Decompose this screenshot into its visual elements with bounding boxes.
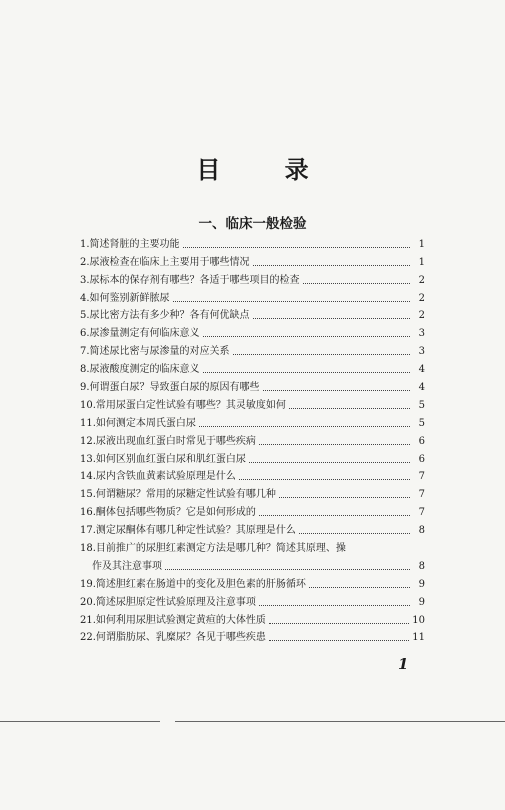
toc-entry: 18.目前推广的尿胆红素测定方法是哪几种？简述其原理、操	[80, 543, 346, 555]
bottom-rule-left	[0, 721, 160, 722]
page-title: 目 录	[196, 155, 337, 184]
toc-entry: 8.尿液酸度测定的临床意义 4	[80, 364, 425, 376]
toc-entry: 9.何谓蛋白尿？导致蛋白尿的原因有哪些 4	[80, 382, 425, 394]
toc-page-number: 5	[418, 399, 425, 411]
toc-entry: 5.尿比密方法有多少种？各有何优缺点 2	[80, 310, 425, 322]
toc-entry: 1.简述肾脏的主要功能 1	[80, 238, 425, 250]
toc-page-number: 6	[418, 453, 425, 465]
toc-entry: 2.尿液检查在临床上主要用于哪些情况 1	[80, 256, 425, 268]
toc-page-number: 2	[418, 274, 425, 286]
toc-entry: 7.简述尿比密与尿渗量的对应关系 3	[80, 346, 425, 358]
toc-page-number: 8	[418, 560, 425, 572]
toc-page-number: 11	[412, 632, 425, 644]
toc-page-number: 7	[418, 471, 425, 483]
toc-entry: 16.酮体包括哪些物质？它是如何形成的 7	[80, 507, 425, 519]
toc-entry: 19.简述胆红素在肠道中的变化及胆色素的肝肠循环 9	[80, 578, 425, 590]
toc-entry: 15.何谓糖尿？常用的尿糖定性试验有哪几种 7	[80, 489, 425, 501]
toc-page-number: 4	[418, 382, 425, 394]
toc-entry: 11.如何测定本周氏蛋白尿 5	[80, 417, 425, 429]
toc-entry: 6.尿渗量测定有何临床意义 3	[80, 328, 425, 340]
toc-page-number: 4	[418, 364, 425, 376]
toc-page-number: 7	[418, 489, 425, 501]
toc-entry: 14.尿内含铁血黄素试验原理是什么 7	[80, 471, 425, 483]
toc-page-number: 9	[418, 596, 425, 608]
toc-page-number: 2	[418, 310, 425, 322]
toc-entry: 13.如何区别血红蛋白尿和肌红蛋白尿 6	[80, 453, 425, 465]
toc-entry: 17.测定尿酮体有哪几种定性试验？其原理是什么 8	[80, 525, 425, 537]
toc-page-number: 5	[418, 417, 425, 429]
toc-page-number: 3	[418, 346, 425, 358]
toc-page-number: 6	[418, 435, 425, 447]
toc-entry: 21.如何利用尿胆试验测定黄疸的大体性质 10	[80, 614, 425, 626]
toc-page-number: 1	[418, 256, 425, 268]
toc-page-number: 7	[418, 507, 425, 519]
toc-page-number: 9	[418, 578, 425, 590]
toc-entry: 4.如何鉴别新鲜脓尿 2	[80, 292, 425, 304]
toc-entry: 3.尿标本的保存剂有哪些？各适于哪些项目的检查 2	[80, 274, 425, 286]
toc-entry-continuation: 作及其注意事项 8	[92, 560, 425, 572]
toc-page-number: 8	[418, 525, 425, 537]
toc-page-number: 10	[412, 614, 425, 626]
bottom-rule-right	[175, 721, 505, 722]
table-of-contents	[80, 233, 425, 644]
toc-page-number: 2	[418, 292, 425, 304]
section-heading: 一、临床一般检验	[198, 216, 307, 232]
toc-page-number: 3	[418, 328, 425, 340]
page-number: 1	[398, 655, 409, 673]
toc-entry: 22.何谓脂肪尿、乳糜尿？各见于哪些疾患 11	[80, 632, 425, 644]
toc-entry: 12.尿液出现血红蛋白时常见于哪些疾病 6	[80, 435, 425, 447]
toc-entry: 20.简述尿胆原定性试验原理及注意事项 9	[80, 596, 425, 608]
toc-page-number: 1	[418, 238, 425, 250]
toc-entry: 10.常用尿蛋白定性试验有哪些？其灵敏度如何 5	[80, 399, 425, 411]
